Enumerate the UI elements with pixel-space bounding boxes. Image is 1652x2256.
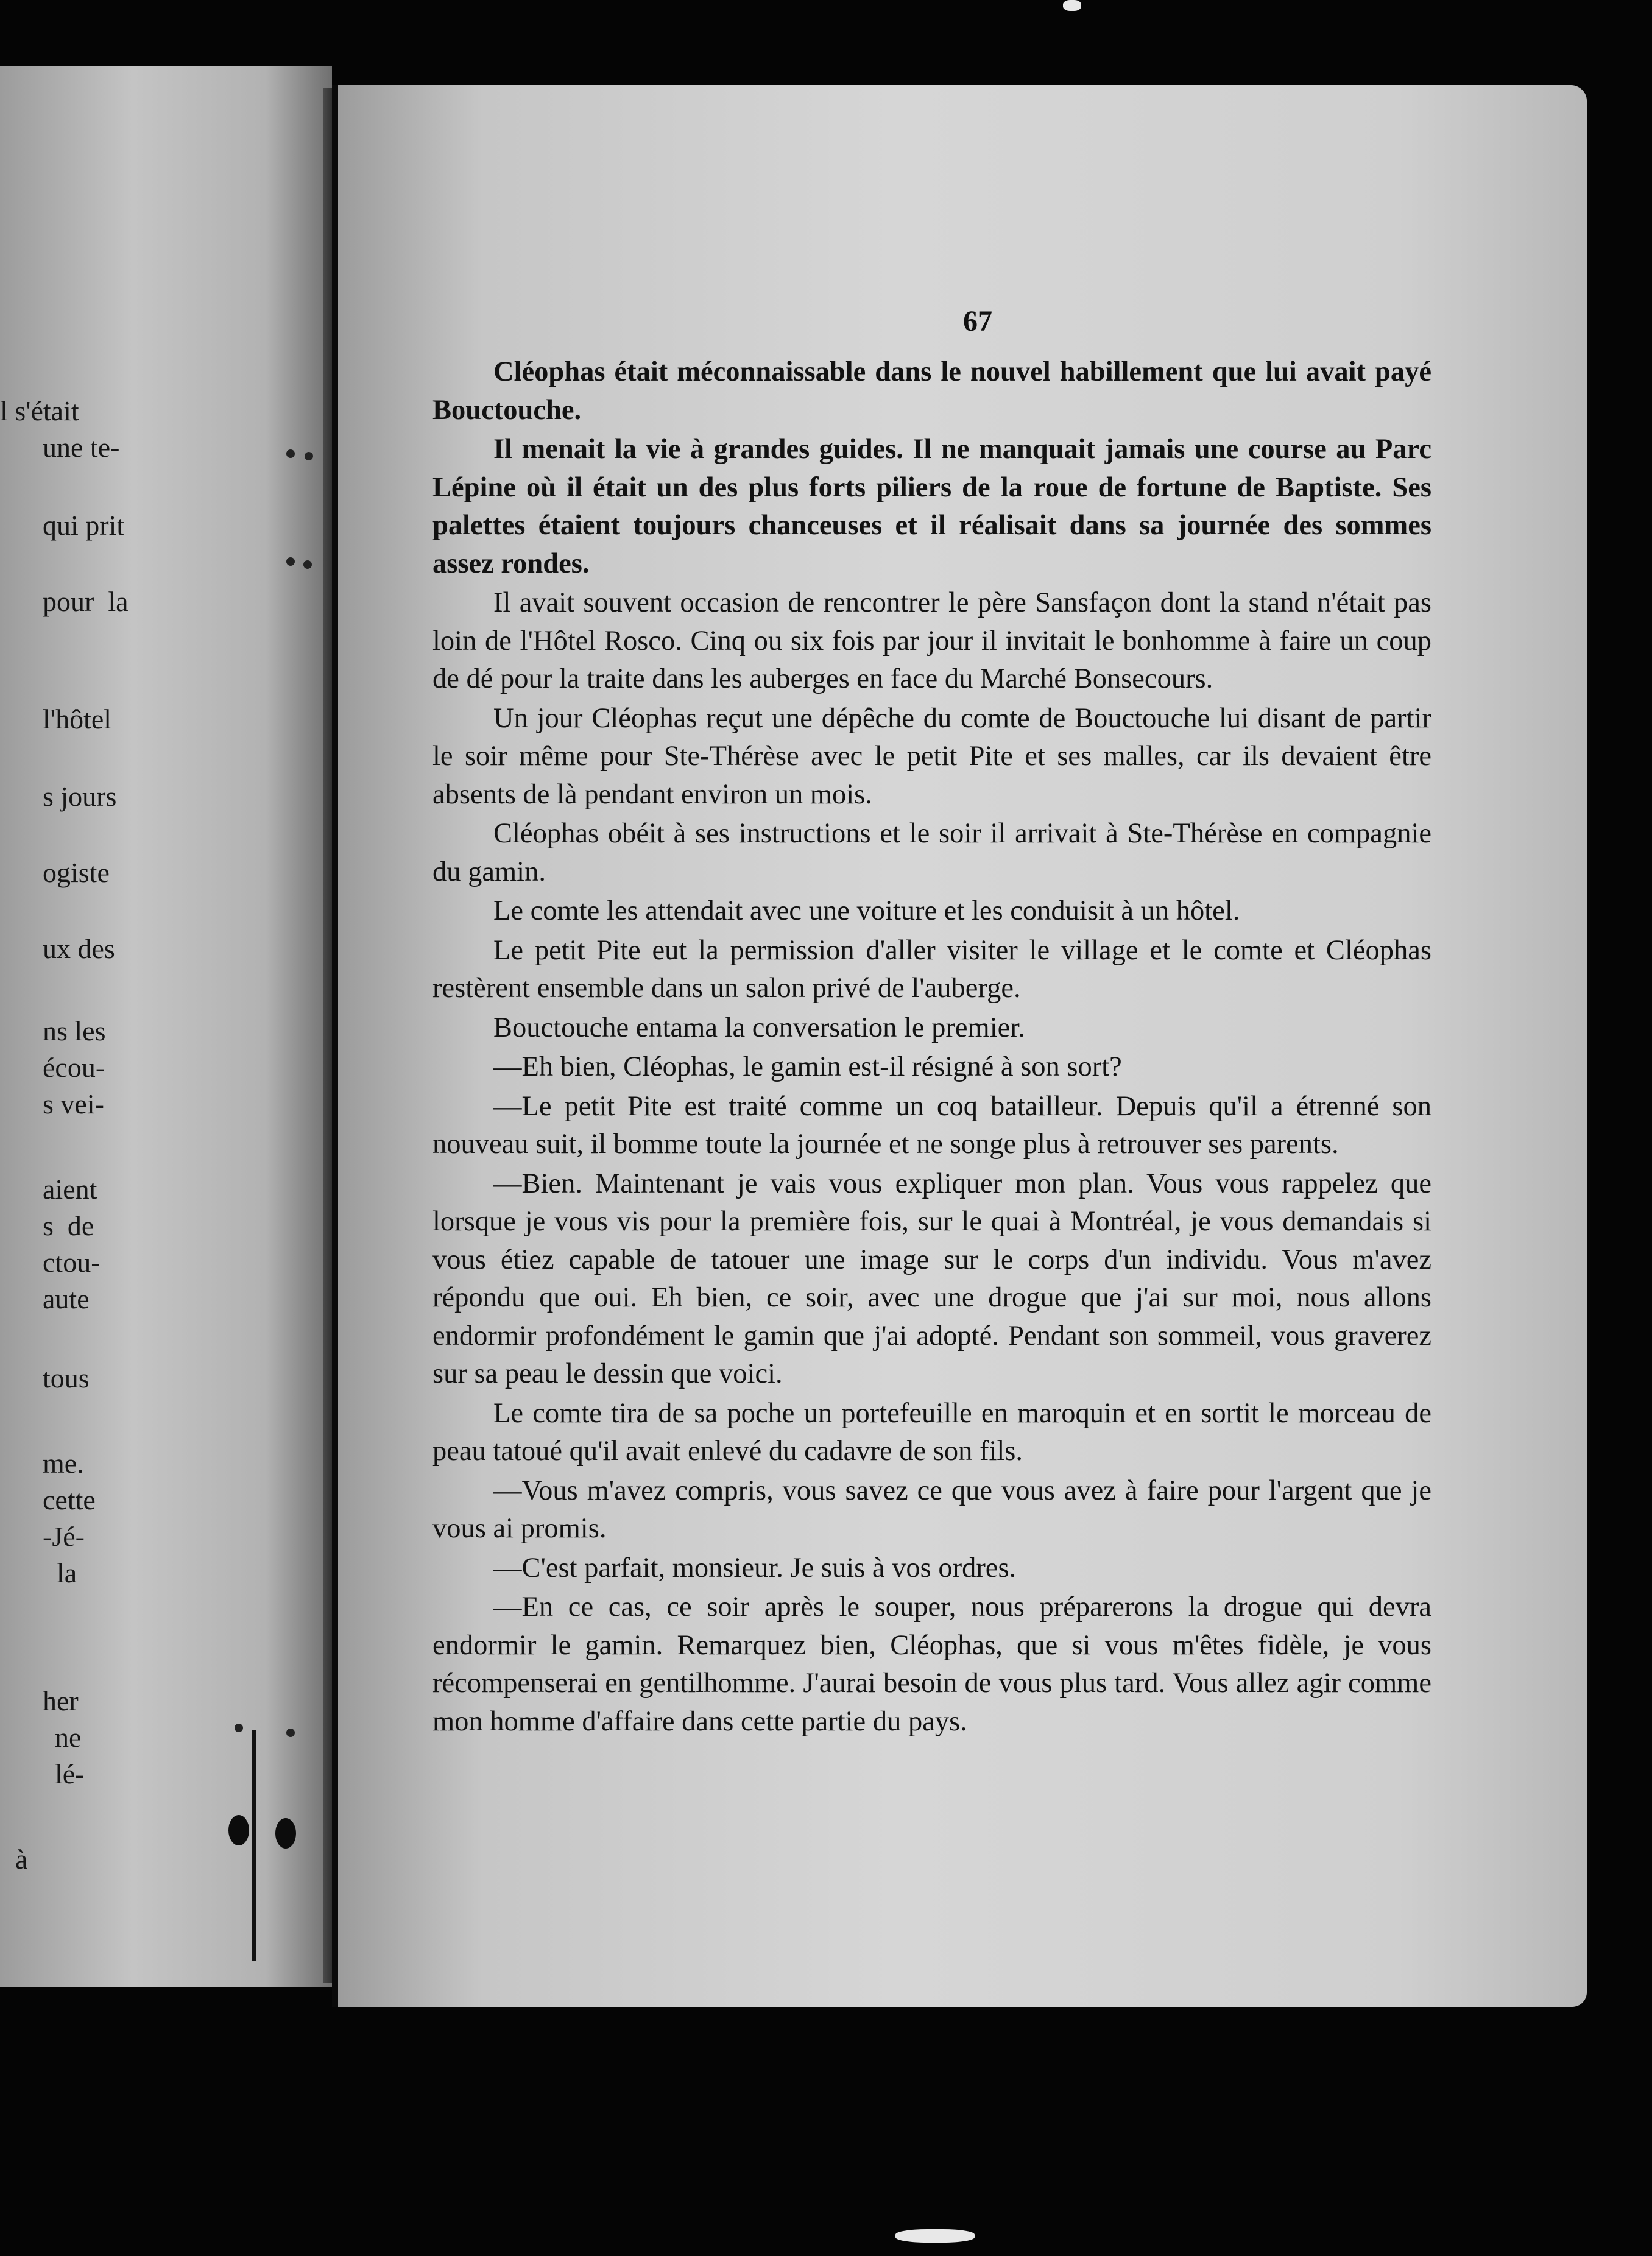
left-page-fragment: s jours [43, 781, 117, 812]
page-number: 67 [963, 305, 992, 337]
left-page-fragment: aute [43, 1283, 90, 1314]
paragraph: —Eh bien, Cléophas, le gamin est-il résigné à son sort? [493, 1051, 1122, 1082]
left-page-fragment: une te- [43, 432, 120, 463]
page-crease [252, 1730, 256, 1961]
paragraph: Un jour Cléophas reçut une dépêche du comte de Bouctouche lui disant de partir le soir même pour Ste-Thérèse avec le petit Pite et ses malles, car ils devaient être absents de là pendant environ un mois. [432, 702, 1431, 810]
left-page-fragment: -Jé- [43, 1521, 85, 1552]
paragraph: Cléophas obéit à ses instructions et le soir il arrivait à Ste-Thérèse en compagnie du gamin. [432, 818, 1431, 887]
binding-hole [228, 1815, 249, 1845]
binding-mark [305, 452, 313, 460]
left-page-fragment: qui prit [43, 510, 125, 541]
left-page-fragment: her [43, 1685, 79, 1716]
paragraph: —Bien. Maintenant je vais vous expliquer mon plan. Vous vous rappelez que lorsque je vous vis pour la première fois, sur le quai à Montréal, je vous demandais si vous étiez capable de tatouer une image sur le corps d'un individu. Vous m'avez répondu que oui. Eh bien, ce soir, avec une drogue que j'ai sur moi, nous allons endormir profondément le gamin que j'ai adopté. Pendant son sommeil, vous graverez sur sa peau le dessin que voici. [432, 1168, 1431, 1389]
left-page-fragment: l s'était [0, 395, 79, 426]
left-page-fragment: tous [43, 1362, 90, 1394]
scan-speck [1063, 0, 1081, 11]
paragraph: Le petit Pite eut la permission d'aller visiter le village et le comte et Cléophas restèrent ensemble dans un salon privé de l'auberge. [432, 934, 1431, 1004]
binding-mark [286, 449, 295, 458]
left-page-fragment: ux des [43, 933, 115, 964]
left-page-fragment: ctou- [43, 1247, 101, 1278]
left-page [0, 66, 332, 1987]
left-page-fragment: me. [43, 1448, 84, 1479]
paragraph: Le comte tira de sa poche un portefeuille en maroquin et en sortit le morceau de peau tatoué qu'il avait enlevé du cadavre de son fils. [432, 1397, 1431, 1467]
paragraph: Cléophas était méconnaissable dans le nouvel habillement que lui avait payé Bouctouche. [432, 356, 1431, 426]
binding-hole [275, 1818, 296, 1849]
left-page-fragment: s de [43, 1210, 94, 1241]
paragraph: —Vous m'avez compris, vous savez ce que vous avez à faire pour l'argent que je vous ai promis. [432, 1475, 1431, 1544]
right-page [332, 85, 1587, 2007]
paragraph: —Le petit Pite est traité comme un coq batailleur. Depuis qu'il a étrenné son nouveau suit, il bomme toute la journée et ne songe plus à retrouver ses parents. [432, 1090, 1431, 1160]
left-page-fragment: la [43, 1557, 77, 1588]
paragraph: Bouctouche entama la conversation le premier. [493, 1012, 1025, 1043]
paragraph: Il menait la vie à grandes guides. Il ne manquait jamais une course au Parc Lépine où il était un des plus forts piliers de la roue de fortune de Baptiste. Ses palettes étaient toujours chanceuses et il réalisait dans sa journée des sommes assez rondes. [432, 434, 1431, 579]
paragraph: Le comte les attendait avec une voiture et les conduisit à un hôtel. [493, 895, 1240, 926]
left-page-fragment: à [15, 1844, 28, 1875]
left-page-fragment: pour la [43, 586, 129, 617]
scan-speck [895, 2229, 975, 2243]
left-page-fragment: ns les [43, 1015, 106, 1046]
left-page-fragment: ne [55, 1722, 82, 1753]
left-page-fragment: ogiste [43, 857, 110, 888]
binding-mark [286, 1729, 295, 1737]
page-body-text [432, 353, 1431, 1742]
left-page-fragment: lé- [55, 1758, 85, 1789]
left-page-fragment: aient [43, 1174, 97, 1205]
binding-mark [303, 560, 312, 569]
paragraph: Il avait souvent occasion de rencontrer le père Sansfaçon dont la stand n'était pas loin de l'Hôtel Rosco. Cinq ou six fois par jour il invitait le bonhomme à faire un coup de dé pour la traite dans les auberges en face du Marché Bonsecours. [432, 587, 1431, 694]
left-page-fragment: cette [43, 1484, 96, 1515]
binding-mark [235, 1724, 243, 1732]
left-page-fragment: s vei- [43, 1088, 104, 1119]
left-page-fragment: l'hôtel [43, 703, 112, 735]
binding-mark [286, 557, 295, 566]
paragraph: —En ce cas, ce soir après le souper, nous préparerons la drogue qui devra endormir le gamin. Remarquez bien, Cléophas, que si vous m'êtes fidèle, je vous récompenserai en gentilhomme. J'aurai besoin de vous plus tard. Vous allez agir comme mon homme d'affaire dans cette partie du pays. [432, 1592, 1431, 1737]
left-page-fragment: écou- [43, 1052, 105, 1083]
paragraph: —C'est parfait, monsieur. Je suis à vos ordres. [493, 1552, 1017, 1584]
